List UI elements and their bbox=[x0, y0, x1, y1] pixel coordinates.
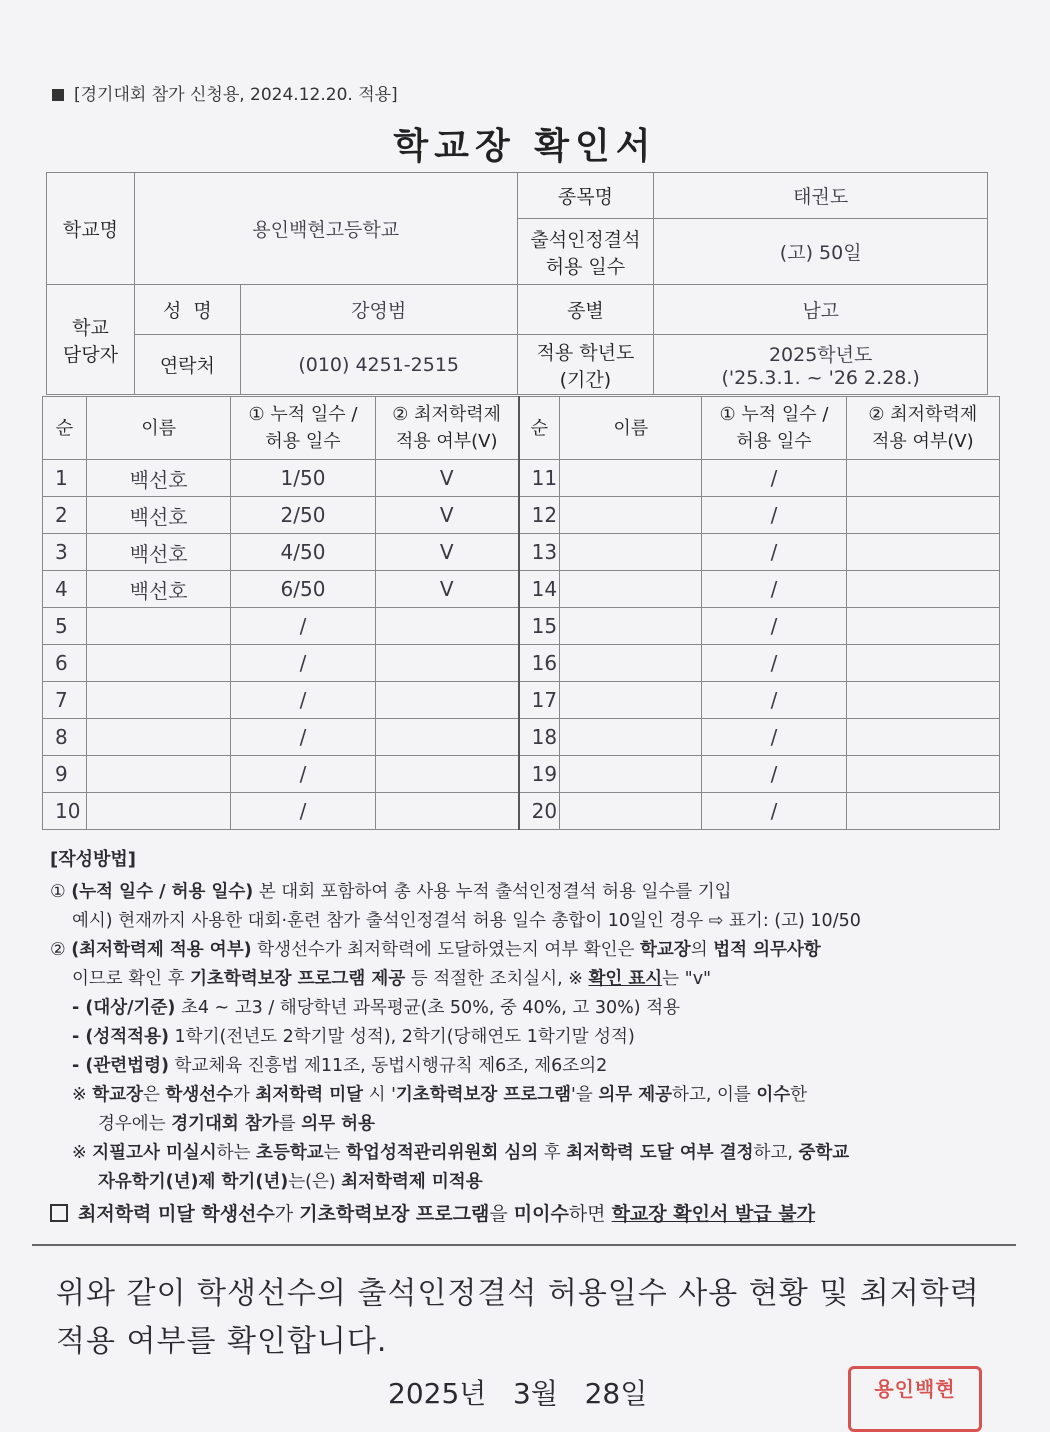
attendance-table bbox=[42, 396, 1000, 830]
cumulative-days: / bbox=[231, 608, 375, 645]
text: 은 bbox=[142, 1085, 166, 1105]
category-label: 종별 bbox=[517, 285, 654, 335]
row-number: 12 bbox=[519, 497, 560, 534]
student-name bbox=[86, 608, 230, 645]
text: 하고, 이를 bbox=[672, 1085, 757, 1105]
square-bullet-icon bbox=[52, 89, 64, 101]
student-name bbox=[560, 497, 702, 534]
row-number: 18 bbox=[519, 719, 560, 756]
text: 등 적절한 조치실시, ※ bbox=[405, 969, 589, 989]
manager-label-line1: 학교 bbox=[72, 316, 109, 339]
cumulative-days: 1/50 bbox=[231, 460, 375, 497]
text: 을 bbox=[489, 1203, 514, 1225]
bold-text: (최저학력제 적용 여부) bbox=[71, 940, 252, 960]
cumulative-days: / bbox=[702, 608, 846, 645]
confirmation-statement bbox=[56, 1270, 1016, 1366]
header-minimum-line2: 적용 여부(V) bbox=[872, 431, 974, 452]
manager-name-label: 성 명 bbox=[134, 285, 240, 335]
text: 경우에는 bbox=[98, 1114, 172, 1134]
minimum-grade-check bbox=[846, 756, 999, 793]
student-name bbox=[560, 793, 702, 830]
school-year-label bbox=[517, 335, 654, 395]
bold-text: 법적 의무사항 bbox=[713, 940, 821, 960]
text: 학생선수가 최저학력에 도달하였는지 여부 확인은 bbox=[251, 940, 640, 960]
row-number: 7 bbox=[43, 682, 87, 719]
bold-text: 중학교 bbox=[798, 1143, 850, 1163]
row-number: 19 bbox=[519, 756, 560, 793]
bold-text: 최저학력 미달 학생선수 bbox=[78, 1203, 275, 1225]
row-number: 9 bbox=[43, 756, 87, 793]
cumulative-days: 6/50 bbox=[231, 571, 375, 608]
text: 한 bbox=[790, 1085, 808, 1105]
bold-text: 최저학력 미달 bbox=[255, 1085, 364, 1105]
instruction-line-8 bbox=[50, 1083, 1020, 1107]
header-minimum-line2: 적용 여부(V) bbox=[395, 431, 498, 452]
minimum-grade-check bbox=[375, 682, 518, 719]
bold-text: 학교장 bbox=[640, 940, 691, 960]
student-name: 백선호 bbox=[86, 497, 230, 534]
row-number: 5 bbox=[43, 608, 87, 645]
row-number: 20 bbox=[519, 793, 560, 830]
row-number: 14 bbox=[519, 571, 560, 608]
bold-text: 초등학교 bbox=[256, 1143, 324, 1163]
text: 하는 bbox=[216, 1143, 257, 1163]
instruction-line-7 bbox=[50, 1054, 1020, 1078]
table-row bbox=[43, 460, 1000, 497]
header-note-text: [경기대회 참가 신청용, 2024.12.20. 적용] bbox=[74, 85, 398, 105]
text: 본 대회 포함하여 총 사용 누적 출석인정결석 허용 일수를 기입 bbox=[253, 882, 732, 902]
header-cumulative-line2: 허용 일수 bbox=[736, 431, 812, 452]
minimum-grade-check bbox=[846, 645, 999, 682]
instruction-line-12 bbox=[50, 1202, 1020, 1226]
minimum-grade-check bbox=[846, 719, 999, 756]
instruction-line-3 bbox=[50, 938, 1020, 962]
cumulative-days: / bbox=[702, 682, 846, 719]
text: 이므로 확인 후 bbox=[72, 969, 191, 989]
event-value: 태권도 bbox=[654, 173, 988, 219]
instruction-line-9 bbox=[50, 1112, 1020, 1136]
header-minimum-grade bbox=[846, 397, 999, 460]
cumulative-days: 4/50 bbox=[231, 534, 375, 571]
cumulative-days: / bbox=[231, 793, 375, 830]
student-name bbox=[560, 608, 702, 645]
text: 학교체육 진흥법 제11조, 동법시행규칙 제6조, 제6조의2 bbox=[168, 1056, 608, 1076]
note-mark: ※ bbox=[72, 1085, 93, 1105]
table-row bbox=[43, 534, 1000, 571]
note-mark: ※ bbox=[72, 1143, 93, 1163]
bold-text: 최저학력제 미적용 bbox=[341, 1172, 483, 1192]
contact-value: (010) 4251-2515 bbox=[240, 335, 517, 395]
circled-1: ① bbox=[50, 882, 66, 902]
cumulative-days: / bbox=[702, 534, 846, 571]
student-name bbox=[560, 682, 702, 719]
text: 후 bbox=[538, 1143, 567, 1163]
bold-text: 의무 허용 bbox=[301, 1114, 375, 1134]
row-number: 1 bbox=[43, 460, 87, 497]
minimum-grade-check bbox=[846, 497, 999, 534]
header-cumulative-days bbox=[702, 397, 846, 460]
student-name bbox=[86, 719, 230, 756]
row-number: 4 bbox=[43, 571, 87, 608]
manager-label bbox=[47, 285, 135, 395]
minimum-grade-check bbox=[846, 793, 999, 830]
header-cumulative-line1: ① 누적 일수 / bbox=[719, 404, 829, 425]
minimum-grade-check: V bbox=[375, 460, 518, 497]
underlined-text: 확인 표시 bbox=[588, 969, 663, 989]
table-row bbox=[43, 497, 1000, 534]
text: 가 bbox=[233, 1085, 256, 1105]
cumulative-days: / bbox=[231, 645, 375, 682]
bold-text: (누적 일수 / 허용 일수) bbox=[71, 882, 254, 902]
bold-text: 의무 제공 bbox=[598, 1085, 673, 1105]
cumulative-days: / bbox=[702, 793, 846, 830]
row-number: 10 bbox=[43, 793, 87, 830]
table-row bbox=[43, 682, 1000, 719]
cumulative-days: / bbox=[231, 682, 375, 719]
cumulative-days: / bbox=[231, 719, 375, 756]
header-note bbox=[52, 80, 398, 105]
bold-text: - (성적적용) bbox=[72, 1027, 169, 1047]
header-seq: 순 bbox=[43, 397, 87, 460]
header-seq: 순 bbox=[519, 397, 560, 460]
minimum-grade-check bbox=[375, 608, 518, 645]
manager-name-value: 강영범 bbox=[240, 285, 517, 335]
table-row bbox=[43, 719, 1000, 756]
bold-text: 기초학력보장 프로그램 제공 bbox=[190, 969, 406, 989]
minimum-grade-check bbox=[375, 756, 518, 793]
student-name bbox=[560, 534, 702, 571]
bold-text: 학생선수 bbox=[165, 1085, 234, 1105]
cumulative-days: / bbox=[231, 756, 375, 793]
school-year-value bbox=[654, 335, 988, 395]
bold-text: 지필고사 미실시 bbox=[92, 1143, 217, 1163]
text: 시 ' bbox=[363, 1085, 396, 1105]
student-name bbox=[86, 756, 230, 793]
bold-text: 학교장 bbox=[92, 1085, 143, 1105]
contact-label: 연락처 bbox=[134, 335, 240, 395]
bold-text: 이수 bbox=[756, 1085, 791, 1105]
divider-line bbox=[32, 1244, 1016, 1246]
student-name bbox=[86, 682, 230, 719]
text: 하면 bbox=[568, 1203, 612, 1225]
absence-days-label bbox=[517, 219, 654, 285]
student-name: 백선호 bbox=[86, 534, 230, 571]
text: 의 bbox=[690, 940, 714, 960]
minimum-grade-check bbox=[375, 719, 518, 756]
checkbox-bullet-icon bbox=[50, 1204, 68, 1222]
student-name bbox=[86, 645, 230, 682]
header-cumulative-days bbox=[231, 397, 375, 460]
instruction-line-10 bbox=[50, 1141, 1020, 1165]
text: 는 bbox=[323, 1143, 347, 1163]
text: 는 "v" bbox=[662, 969, 712, 989]
minimum-grade-check: V bbox=[375, 497, 518, 534]
table-row bbox=[43, 756, 1000, 793]
category-value: 남고 bbox=[654, 285, 988, 335]
text: 1학기(전년도 2학기말 성적), 2학기(당해연도 1학기말 성적) bbox=[168, 1027, 635, 1047]
cumulative-days: / bbox=[702, 497, 846, 534]
bold-text: - (관련법령) bbox=[72, 1056, 169, 1076]
row-number: 13 bbox=[519, 534, 560, 571]
bold-text: 학업성적관리위원회 심의 bbox=[346, 1143, 539, 1163]
cumulative-days: / bbox=[702, 645, 846, 682]
event-label: 종목명 bbox=[517, 173, 654, 219]
header-name: 이름 bbox=[86, 397, 230, 460]
bold-text: 최저학력 도달 여부 결정 bbox=[566, 1143, 754, 1163]
text: 가 bbox=[274, 1203, 300, 1225]
absence-days-label-line1: 출석인정결석 bbox=[530, 228, 641, 251]
row-number: 2 bbox=[43, 497, 87, 534]
student-name bbox=[560, 645, 702, 682]
bold-text: 기초학력보장 프로그램 bbox=[299, 1203, 490, 1225]
instruction-line-2: 예시) 현재까지 사용한 대회·훈련 참가 출석인정결석 허용 일수 총합이 10일인 경우 ⇨ 표기: (고) 10/50 bbox=[72, 911, 861, 931]
row-number: 16 bbox=[519, 645, 560, 682]
header-minimum-grade bbox=[375, 397, 518, 460]
circled-2: ② bbox=[50, 940, 66, 960]
manager-label-line2: 담당자 bbox=[62, 343, 118, 366]
text: 초4 ~ 고3 / 해당학년 과목평균(초 50%, 중 40%, 고 30%) 적용 bbox=[175, 998, 680, 1018]
cumulative-days: / bbox=[702, 571, 846, 608]
student-name bbox=[560, 571, 702, 608]
minimum-grade-check: V bbox=[375, 571, 518, 608]
minimum-grade-check bbox=[846, 571, 999, 608]
school-name-label: 학교명 bbox=[47, 173, 135, 285]
school-seal-stamp: 용인백현 bbox=[848, 1366, 982, 1432]
student-name: 백선호 bbox=[86, 571, 230, 608]
instruction-line-5 bbox=[50, 996, 1020, 1020]
school-year-label-line1: 적용 학년도 bbox=[536, 341, 635, 364]
absence-days-label-line2: 허용 일수 bbox=[545, 255, 626, 278]
header-name: 이름 bbox=[560, 397, 702, 460]
underlined-text: 학교장 확인서 발급 불가 bbox=[611, 1203, 815, 1225]
school-year-value-line1: 2025학년도 bbox=[768, 344, 873, 366]
instruction-line-1 bbox=[50, 880, 1020, 904]
school-year-label-line2: (기간) bbox=[559, 368, 612, 391]
table-row bbox=[43, 645, 1000, 682]
cumulative-days: 2/50 bbox=[231, 497, 375, 534]
header-cumulative-line1: ① 누적 일수 / bbox=[248, 404, 358, 425]
bold-text: 미이수 bbox=[513, 1203, 569, 1225]
school-info-table bbox=[46, 172, 988, 395]
student-name bbox=[560, 460, 702, 497]
cumulative-days: / bbox=[702, 756, 846, 793]
text: '을 bbox=[571, 1085, 599, 1105]
minimum-grade-check bbox=[846, 460, 999, 497]
row-number: 11 bbox=[519, 460, 560, 497]
bold-text: - (대상/기준) bbox=[72, 998, 176, 1018]
minimum-grade-check bbox=[846, 534, 999, 571]
instructions-section bbox=[50, 848, 1020, 1231]
school-name-value: 용인백현고등학교 bbox=[134, 173, 517, 285]
student-name bbox=[560, 719, 702, 756]
student-name bbox=[86, 793, 230, 830]
instructions-heading: [작성방법] bbox=[50, 849, 137, 870]
instruction-line-4 bbox=[50, 967, 1020, 991]
minimum-grade-check bbox=[846, 682, 999, 719]
header-cumulative-line2: 허용 일수 bbox=[265, 431, 341, 452]
row-number: 8 bbox=[43, 719, 87, 756]
text: 를 bbox=[278, 1114, 302, 1134]
minimum-grade-check bbox=[375, 793, 518, 830]
text: 하고, bbox=[753, 1143, 799, 1163]
table-row bbox=[43, 793, 1000, 830]
instruction-line-6 bbox=[50, 1025, 1020, 1049]
header-minimum-line1: ② 최저학력제 bbox=[392, 404, 502, 425]
confirmation-line-2: 적용 여부를 확인합니다. bbox=[56, 1324, 388, 1359]
school-year-value-line2: ('25.3.1. ~ '26 2.28.) bbox=[721, 367, 920, 389]
attendance-table-body bbox=[43, 397, 1000, 830]
header-minimum-line1: ② 최저학력제 bbox=[868, 404, 978, 425]
document-title: 학교장 확인서 bbox=[393, 126, 657, 167]
table-row bbox=[43, 608, 1000, 645]
bold-text: 기초학력보장 프로그램 bbox=[395, 1085, 572, 1105]
row-number: 3 bbox=[43, 534, 87, 571]
absence-days-value: (고) 50일 bbox=[654, 219, 988, 285]
issue-date: 2025년 3월 28일 bbox=[388, 1377, 648, 1410]
instruction-line-11 bbox=[50, 1170, 1020, 1194]
bold-text: 경기대회 참가 bbox=[171, 1114, 279, 1134]
cumulative-days: / bbox=[702, 460, 846, 497]
minimum-grade-check: V bbox=[375, 534, 518, 571]
row-number: 6 bbox=[43, 645, 87, 682]
minimum-grade-check bbox=[846, 608, 999, 645]
table-row bbox=[43, 571, 1000, 608]
confirmation-line-1: 위와 같이 학생선수의 출석인정결석 허용일수 사용 현황 및 최저학력 bbox=[56, 1276, 980, 1311]
student-name: 백선호 bbox=[86, 460, 230, 497]
minimum-grade-check bbox=[375, 645, 518, 682]
row-number: 17 bbox=[519, 682, 560, 719]
text: 는(은) bbox=[288, 1172, 342, 1192]
cumulative-days: / bbox=[702, 719, 846, 756]
student-name bbox=[560, 756, 702, 793]
row-number: 15 bbox=[519, 608, 560, 645]
bold-text: 자유학기(년)제 학기(년) bbox=[98, 1172, 289, 1192]
